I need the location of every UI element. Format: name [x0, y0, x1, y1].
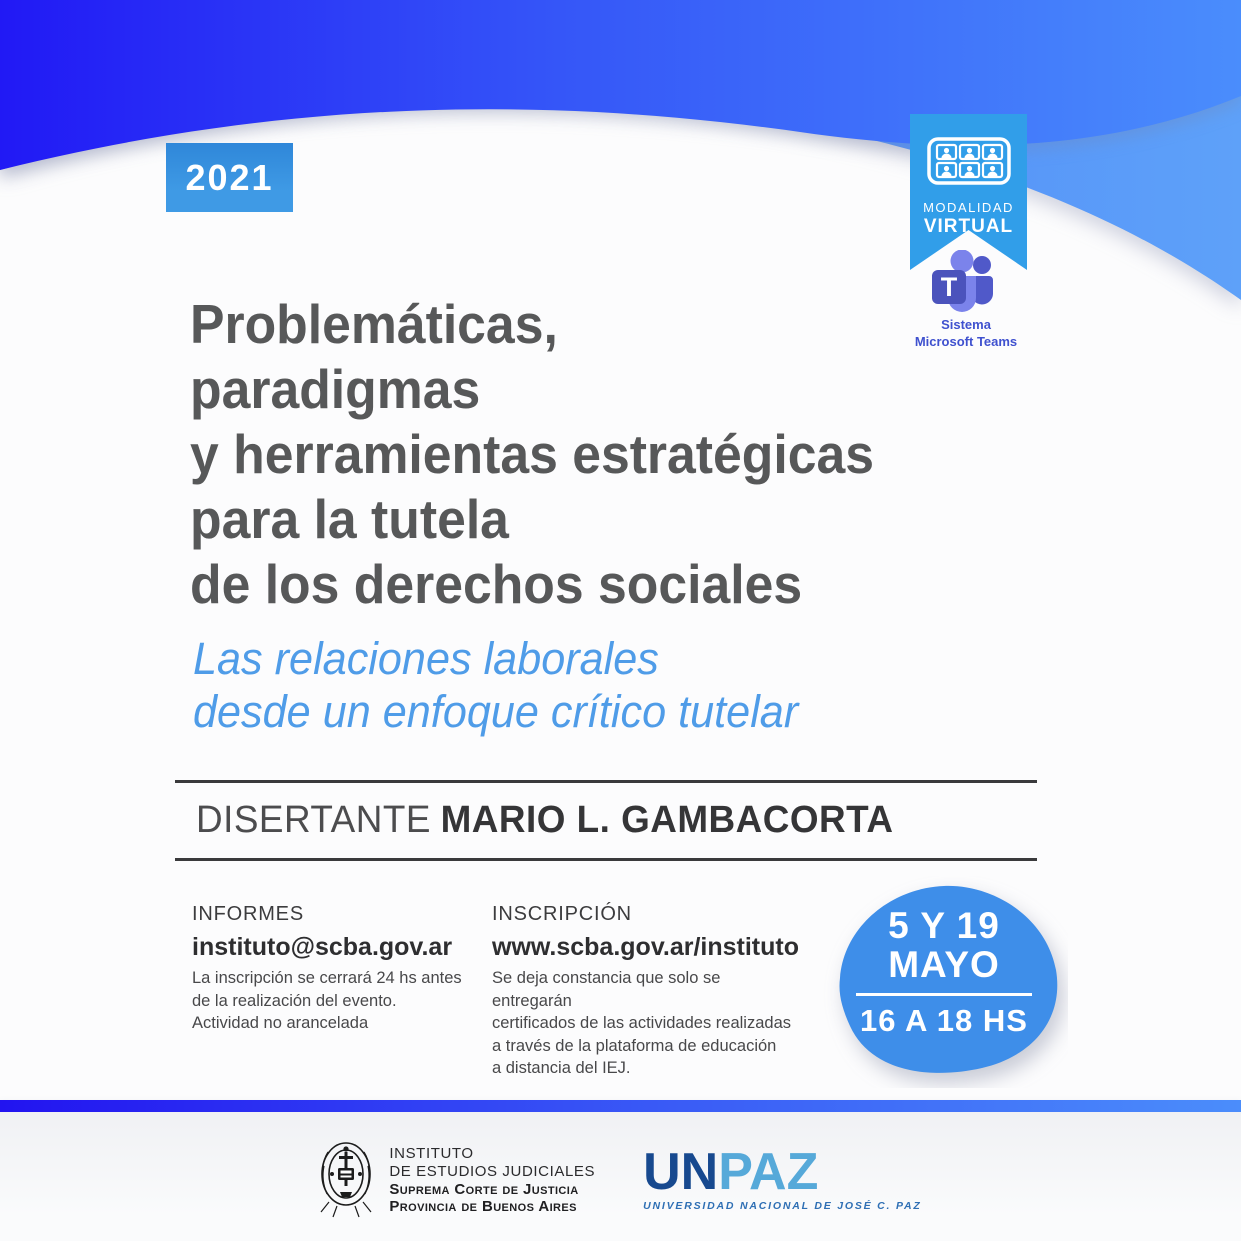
institute-text-block	[389, 1145, 595, 1215]
informes-heading: INFORMES	[192, 903, 304, 925]
institute-logo-group	[319, 1140, 595, 1220]
inscripcion-note-line: a distancia del IEJ.	[492, 1059, 631, 1077]
institute-line1: INSTITUTO	[389, 1144, 474, 1162]
year-label: 2021	[185, 156, 274, 198]
unpaz-tagline: UNIVERSIDAD NACIONAL DE JOSÉ C. PAZ	[643, 1199, 922, 1212]
event-title	[190, 292, 1036, 617]
title-line: de los derechos sociales	[190, 553, 803, 615]
divider-rule-top	[175, 780, 1037, 783]
divider-rule-bottom	[175, 858, 1037, 861]
speaker-name: MARIO L. GAMBACORTA	[440, 799, 894, 841]
badge-month: MAYO	[888, 944, 1000, 985]
institute-line3: Suprema Corte de Justicia	[389, 1180, 579, 1198]
unpaz-un: UN	[643, 1142, 719, 1201]
year-badge	[166, 143, 293, 212]
informes-note-line: La inscripción se cerrará 24 hs antes	[192, 969, 462, 987]
date-badge-content	[834, 906, 1054, 1037]
badge-divider	[856, 993, 1032, 996]
subtitle-line: desde un enfoque crítico tutelar	[193, 686, 799, 737]
inscripcion-url: www.scba.gov.ar/instituto	[492, 933, 799, 961]
badge-time: 16 A 18 HS	[860, 1003, 1028, 1038]
judicial-crest-icon	[319, 1140, 373, 1220]
teams-caption-line2: Microsoft Teams	[914, 334, 1018, 349]
institute-line4: Provincia de Buenos Aires	[389, 1197, 577, 1215]
inscripcion-note-line: a través de la plataforma de educación	[492, 1036, 777, 1055]
inscripcion-heading: INSCRIPCIÓN	[492, 903, 632, 925]
informes-email: instituto@scba.gov.ar	[192, 933, 453, 961]
teams-tile-letter: T	[940, 272, 958, 302]
ribbon-modalidad-label: MODALIDAD	[923, 200, 1014, 215]
subtitle-line: Las relaciones laborales	[193, 633, 659, 684]
unpaz-wordmark	[643, 1142, 819, 1201]
speaker-line	[196, 799, 893, 842]
teams-caption-line1: Sistema	[941, 317, 991, 332]
inscripcion-section	[492, 903, 802, 1080]
ribbon-virtual-label: VIRTUAL	[923, 216, 1014, 237]
speaker-label: DISERTANTE	[196, 799, 431, 841]
title-line: y herramientas estratégicas	[190, 423, 874, 485]
inscripcion-note-line: Se deja constancia que solo se entregarán	[492, 969, 721, 1010]
informes-note-line: de la realización del evento.	[192, 991, 397, 1010]
badge-dates: 5 Y 19	[888, 905, 1000, 946]
title-line: Problemáticas,	[190, 293, 558, 355]
event-subtitle	[193, 632, 961, 738]
inscripcion-note-line: certificados de las actividades realizadas	[492, 1014, 791, 1032]
informes-section	[192, 903, 482, 1035]
unpaz-logo	[643, 1142, 922, 1212]
informes-note-line: Actividad no arancelada	[192, 1014, 369, 1032]
title-line: para la tutela	[190, 488, 509, 550]
institute-line2: DE ESTUDIOS JUDICIALES	[389, 1162, 596, 1180]
footer-accent-bar	[0, 1100, 1241, 1112]
unpaz-paz: PAZ	[718, 1142, 819, 1201]
title-line: paradigmas	[190, 358, 481, 420]
footer-logos	[0, 1112, 1241, 1241]
date-badge	[820, 876, 1068, 1088]
video-call-grid-icon	[927, 137, 1011, 185]
modalidad-virtual-ribbon	[910, 114, 1027, 270]
